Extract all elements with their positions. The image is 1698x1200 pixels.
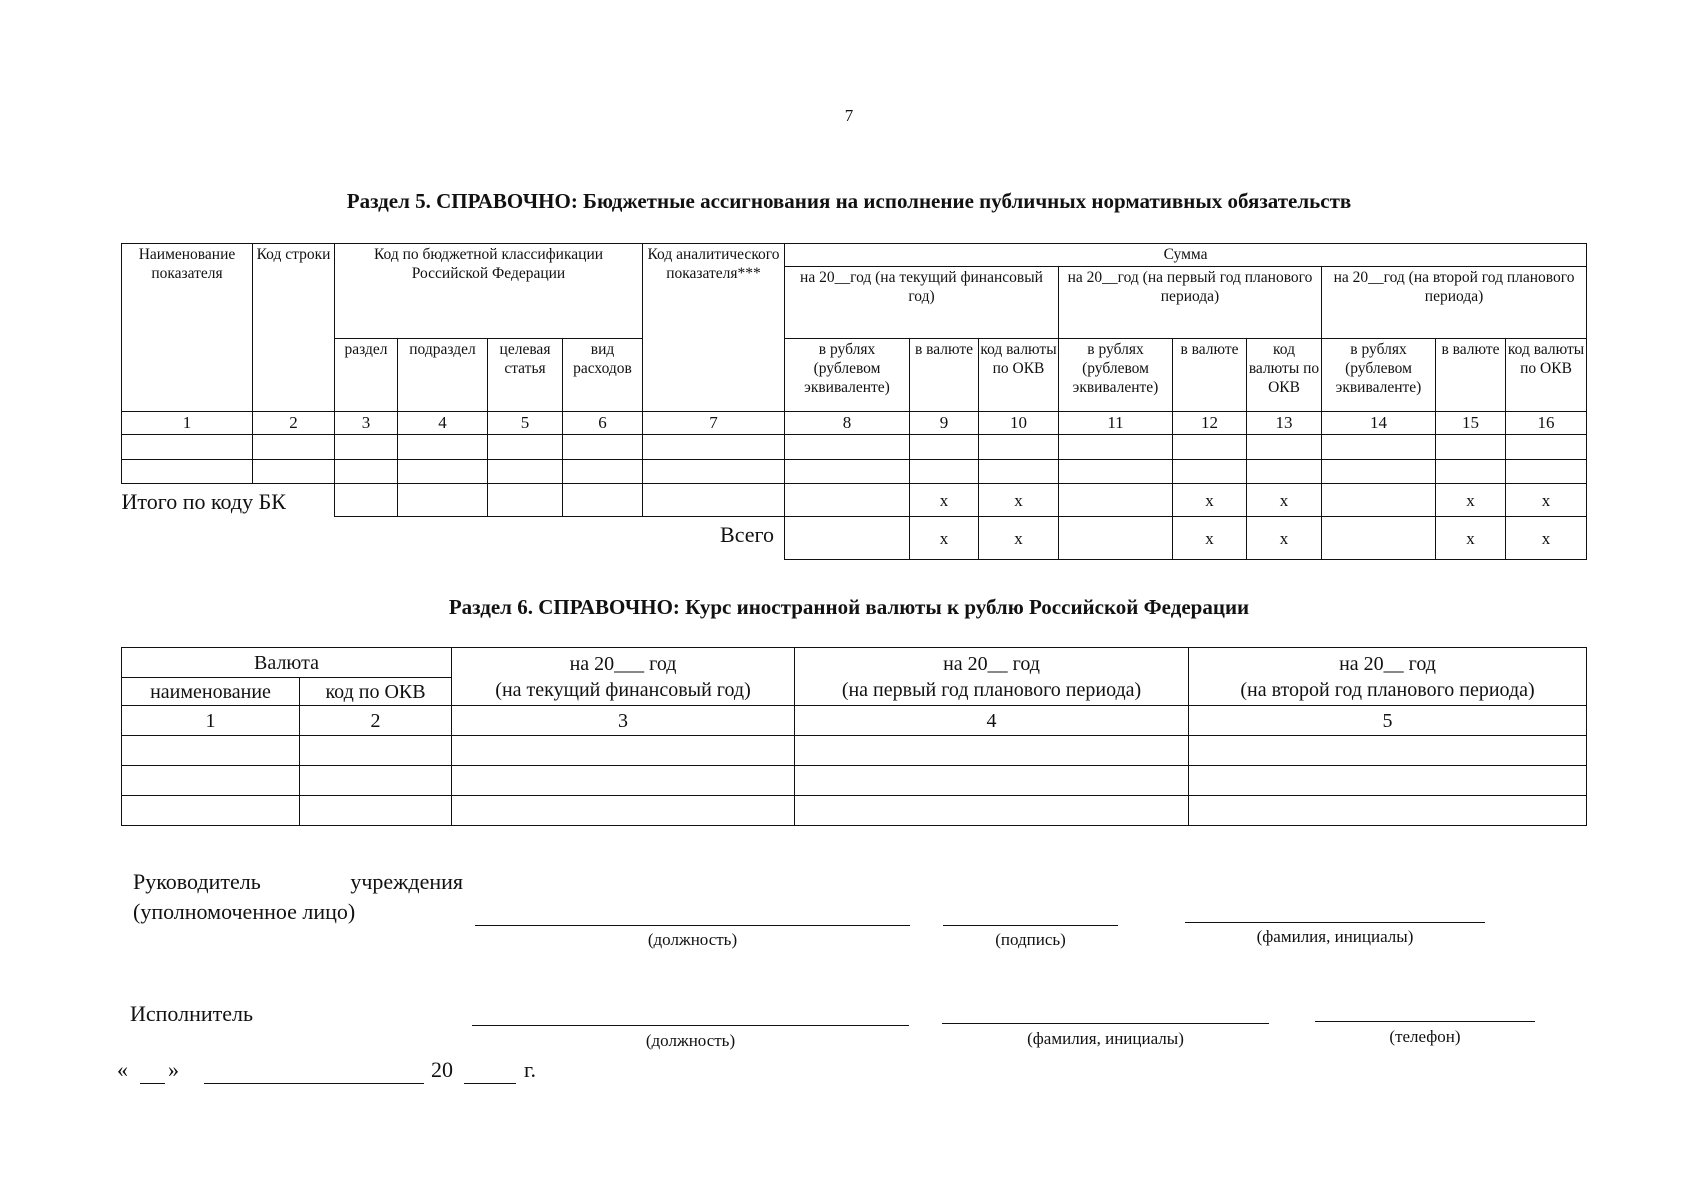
header-year-1-label: на 20___ год <box>569 652 677 675</box>
table-cell[interactable] <box>785 460 910 484</box>
header-year-2-desc: (на первый год планового периода) <box>841 678 1142 701</box>
section-5-table <box>121 243 1587 560</box>
table-cell[interactable] <box>1506 435 1587 460</box>
table-cell[interactable] <box>1322 460 1436 484</box>
table-cell[interactable] <box>335 484 398 517</box>
column-number: 8 <box>785 412 910 435</box>
header-cur-1: в валюте <box>910 339 979 412</box>
table-cell[interactable] <box>1173 460 1247 484</box>
table-cell[interactable] <box>122 460 253 484</box>
header-currency: Валюта <box>122 648 452 678</box>
head-signature-line[interactable] <box>943 925 1118 926</box>
table-row <box>122 796 1587 826</box>
date-year-line[interactable] <box>464 1083 516 1084</box>
table-cell[interactable] <box>452 766 795 796</box>
header-year-3 <box>1189 648 1587 706</box>
table-cell[interactable] <box>785 484 910 517</box>
column-number: 11 <box>1059 412 1173 435</box>
column-number: 2 <box>253 412 335 435</box>
x-mark: х <box>1436 517 1506 560</box>
header-analytic-code: Код аналитического показателя*** <box>643 244 785 412</box>
table-cell[interactable] <box>795 796 1189 826</box>
head-title <box>133 869 463 895</box>
section-6-title: Раздел 6. СПРАВОЧНО: Курс иностранной валюты к рублю Российской Федерации <box>448 595 1250 619</box>
table-cell[interactable] <box>253 435 335 460</box>
table-cell[interactable] <box>785 517 910 560</box>
head-name-line[interactable] <box>1185 922 1485 923</box>
header-currency-okv: код по ОКВ <box>300 678 452 706</box>
vsego-row <box>122 517 1587 560</box>
header-year-2-label: на 20__ год <box>943 652 1040 675</box>
head-position-line[interactable] <box>475 925 910 926</box>
column-number: 3 <box>452 706 795 736</box>
table-row <box>122 766 1587 796</box>
table-cell[interactable] <box>910 435 979 460</box>
table-cell[interactable] <box>1436 435 1506 460</box>
exec-name-caption: (фамилия, инициалы) <box>1027 1029 1184 1048</box>
header-okv-3: код валюты по ОКВ <box>1506 339 1587 412</box>
column-number: 13 <box>1247 412 1322 435</box>
table-cell[interactable] <box>1059 435 1173 460</box>
x-mark: х <box>979 517 1059 560</box>
table-cell[interactable] <box>452 736 795 766</box>
date-close-quote: » <box>168 1057 179 1082</box>
date-month-line[interactable] <box>204 1083 424 1084</box>
header-cur-2: в валюте <box>1173 339 1247 412</box>
header-bk-vid: вид расходов <box>563 339 643 412</box>
table-cell[interactable] <box>1059 460 1173 484</box>
exec-phone-line[interactable] <box>1315 1021 1535 1022</box>
column-number: 1 <box>122 706 300 736</box>
head-signature-caption: (подпись) <box>995 930 1066 949</box>
header-year-1: на 20__год (на текущий финансовый год) <box>785 267 1059 339</box>
header-bk-statya: целевая статья <box>488 339 563 412</box>
exec-position-caption: (должность) <box>645 1031 736 1050</box>
table-cell[interactable] <box>1506 460 1587 484</box>
executor-label: Исполнитель <box>130 1001 254 1026</box>
column-number: 10 <box>979 412 1059 435</box>
exec-name-line[interactable] <box>942 1023 1269 1024</box>
header-year-1-desc: (на текущий финансовый год) <box>495 678 751 701</box>
table-cell[interactable] <box>1322 484 1436 517</box>
column-number: 3 <box>335 412 398 435</box>
x-mark: х <box>1173 517 1247 560</box>
head-position-caption: (должность) <box>647 930 738 949</box>
x-mark: х <box>1247 484 1322 517</box>
column-number: 1 <box>122 412 253 435</box>
itogo-label: Итого по коду БК <box>122 484 335 517</box>
table-cell[interactable] <box>795 766 1189 796</box>
column-number: 5 <box>1189 706 1587 736</box>
table-cell[interactable] <box>979 435 1059 460</box>
table-cell[interactable] <box>398 484 488 517</box>
date-year-prefix: 20 <box>431 1057 453 1082</box>
table-cell[interactable] <box>563 435 643 460</box>
table-cell[interactable] <box>785 435 910 460</box>
column-number: 15 <box>1436 412 1506 435</box>
x-mark: х <box>910 517 979 560</box>
date-day-line[interactable] <box>140 1083 165 1084</box>
table-row <box>122 460 1587 484</box>
table-cell[interactable] <box>1189 736 1587 766</box>
table-cell[interactable] <box>122 796 300 826</box>
table-cell[interactable] <box>300 736 452 766</box>
table-cell[interactable] <box>1322 435 1436 460</box>
column-number: 2 <box>300 706 452 736</box>
header-rub-1: в рублях (рублевом эквиваленте) <box>785 339 910 412</box>
table-cell[interactable] <box>1189 796 1587 826</box>
table-cell[interactable] <box>1322 517 1436 560</box>
column-number: 16 <box>1506 412 1587 435</box>
column-number: 7 <box>643 412 785 435</box>
x-mark: х <box>1506 484 1587 517</box>
column-number: 9 <box>910 412 979 435</box>
header-year-3-desc: (на второй год планового периода) <box>1240 678 1535 701</box>
table-cell[interactable] <box>335 460 398 484</box>
itogo-row <box>122 484 1587 517</box>
header-row-code: Код строки <box>253 244 335 412</box>
table-cell[interactable] <box>122 736 300 766</box>
table-cell[interactable] <box>979 460 1059 484</box>
table-cell[interactable] <box>122 766 300 796</box>
table-cell[interactable] <box>1173 435 1247 460</box>
header-name: Наименование показателя <box>122 244 253 412</box>
page-number: 7 <box>844 106 854 125</box>
table-cell[interactable] <box>398 460 488 484</box>
table-cell[interactable] <box>1189 766 1587 796</box>
section-5-title: Раздел 5. СПРАВОЧНО: Бюджетные ассигнования на исполнение публичных нормативных обязательств <box>346 189 1352 213</box>
table-cell[interactable] <box>452 796 795 826</box>
table-cell[interactable] <box>488 460 563 484</box>
vsego-label: Всего <box>122 517 785 560</box>
table-cell[interactable] <box>643 484 785 517</box>
table-cell[interactable] <box>1247 460 1322 484</box>
table-cell[interactable] <box>1059 517 1173 560</box>
table-cell[interactable] <box>643 460 785 484</box>
column-number: 14 <box>1322 412 1436 435</box>
header-year-2 <box>795 648 1189 706</box>
header-sum: Сумма <box>785 244 1587 267</box>
table-cell[interactable] <box>488 484 563 517</box>
exec-phone-caption: (телефон) <box>1389 1027 1461 1046</box>
column-number: 6 <box>563 412 643 435</box>
head-title-line2: (уполномоченное лицо) <box>133 899 356 924</box>
table-cell[interactable] <box>1247 435 1322 460</box>
table-row <box>122 736 1587 766</box>
header-cur-3: в валюте <box>1436 339 1506 412</box>
header-year-3: на 20__год (на второй год планового периода) <box>1322 267 1587 339</box>
header-rub-3: в рублях (рублевом эквиваленте) <box>1322 339 1436 412</box>
header-year-1 <box>452 648 795 706</box>
column-number: 4 <box>398 412 488 435</box>
header-bk-razdel: раздел <box>335 339 398 412</box>
head-name-caption: (фамилия, инициалы) <box>1256 927 1414 946</box>
table-cell[interactable] <box>1059 484 1173 517</box>
header-currency-name: наименование <box>122 678 300 706</box>
table-cell[interactable] <box>335 435 398 460</box>
column-number: 12 <box>1173 412 1247 435</box>
table-cell[interactable] <box>563 460 643 484</box>
x-mark: х <box>1173 484 1247 517</box>
header-rub-2: в рублях (рублевом эквиваленте) <box>1059 339 1173 412</box>
x-mark: х <box>1436 484 1506 517</box>
x-mark: х <box>979 484 1059 517</box>
exec-position-line[interactable] <box>472 1025 909 1026</box>
table-cell[interactable] <box>563 484 643 517</box>
date-open-quote: « <box>117 1057 128 1082</box>
table-cell[interactable] <box>643 435 785 460</box>
x-mark: х <box>910 484 979 517</box>
table-cell[interactable] <box>795 736 1189 766</box>
table-cell[interactable] <box>910 460 979 484</box>
header-bk-code: Код по бюджетной классификации Российской Федерации <box>335 244 643 339</box>
x-mark: х <box>1506 517 1587 560</box>
section-6-table <box>121 647 1587 826</box>
column-number: 5 <box>488 412 563 435</box>
table-cell[interactable] <box>253 460 335 484</box>
table-cell[interactable] <box>398 435 488 460</box>
header-okv-2: код валюты по ОКВ <box>1247 339 1322 412</box>
header-okv-1: код валюты по ОКВ <box>979 339 1059 412</box>
header-bk-podrazdel: подраздел <box>398 339 488 412</box>
header-year-3-label: на 20__ год <box>1339 652 1436 675</box>
x-mark: х <box>1247 517 1322 560</box>
date-year-suffix: г. <box>524 1057 537 1082</box>
table-cell[interactable] <box>300 796 452 826</box>
table-row <box>122 435 1587 460</box>
table-cell[interactable] <box>1436 460 1506 484</box>
header-year-2: на 20__год (на первый год планового периода) <box>1059 267 1322 339</box>
table-cell[interactable] <box>122 435 253 460</box>
table-cell[interactable] <box>488 435 563 460</box>
column-number: 4 <box>795 706 1189 736</box>
table-cell[interactable] <box>300 766 452 796</box>
head-title-line1: Руководитель учреждения <box>133 869 463 894</box>
